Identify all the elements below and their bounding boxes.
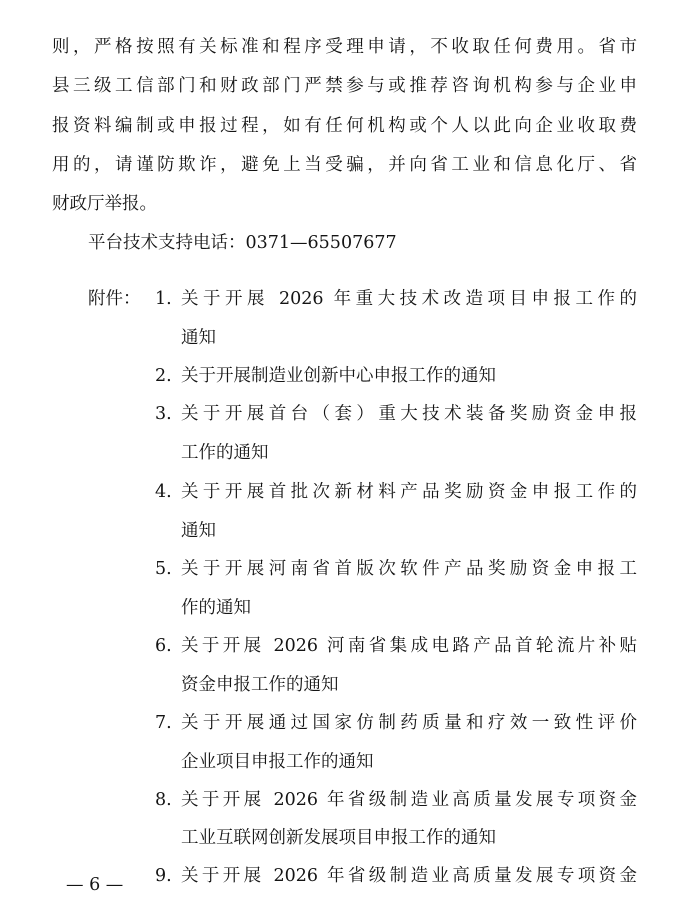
body-line: 则，严格按照有关标准和程序受理申请，不收取任何费用。省市 xyxy=(52,37,637,57)
attachment-number: 1. xyxy=(155,289,172,309)
body-line: 县三级工信部门和财政部门严禁参与或推荐咨询机构参与企业申 xyxy=(52,76,637,96)
attachment-title-line: 资金申报工作的通知 xyxy=(181,675,339,695)
attachment-title-line: 关于开展制造业创新中心申报工作的通知 xyxy=(181,366,496,386)
attachment-number: 4. xyxy=(155,482,172,502)
attachment-title-line: 关于开展首批次新材料产品奖励资金申报工作的 xyxy=(181,482,637,502)
attachment-title-line: 企业项目申报工作的通知 xyxy=(181,752,374,772)
body-line: 报资料编制或申报过程，如有任何机构或个人以此向企业收取费 xyxy=(52,116,637,136)
attachment-title-line: 通知 xyxy=(181,521,216,541)
attachment-title-line: 工作的通知 xyxy=(181,443,269,463)
attachment-number: 8. xyxy=(155,790,172,810)
attachment-title-line: 工业互联网创新发展项目申报工作的通知 xyxy=(181,828,496,848)
body-line: 财政厅举报。 xyxy=(52,194,157,214)
attachment-title-line: 关于开展 2026 年省级制造业高质量发展专项资金 xyxy=(181,790,637,810)
attachment-title-line: 关于开展通过国家仿制药质量和疗效一致性评价 xyxy=(181,713,637,733)
page-number: — 6 — xyxy=(66,875,124,895)
attachment-title-line: 关于开展 2026 河南省集成电路产品首轮流片补贴 xyxy=(181,636,637,656)
attachment-title-line: 作的通知 xyxy=(181,598,251,618)
attachment-number: 9. xyxy=(155,866,172,886)
body-line: 用的，请谨防欺诈，避免上当受骗，并向省工业和信息化厅、省 xyxy=(52,155,637,175)
attachment-title-line: 关于开展 2026 年重大技术改造项目申报工作的 xyxy=(181,289,637,309)
attachment-title-line: 关于开展首台（套）重大技术装备奖励资金申报 xyxy=(181,404,637,424)
attachment-title-line: 关于开展河南省首版次软件产品奖励资金申报工 xyxy=(181,559,637,579)
attachments-label: 附件： xyxy=(88,289,141,309)
attachment-number: 5. xyxy=(155,559,172,579)
attachment-title-line: 关于开展 2026 年省级制造业高质量发展专项资金 xyxy=(181,866,637,886)
attachment-number: 2. xyxy=(155,366,172,386)
attachment-number: 7. xyxy=(155,713,172,733)
support-phone: 平台技术支持电话：0371—65507677 xyxy=(88,233,397,253)
attachment-title-line: 通知 xyxy=(181,328,216,348)
attachment-number: 3. xyxy=(155,404,172,424)
attachment-number: 6. xyxy=(155,636,172,656)
